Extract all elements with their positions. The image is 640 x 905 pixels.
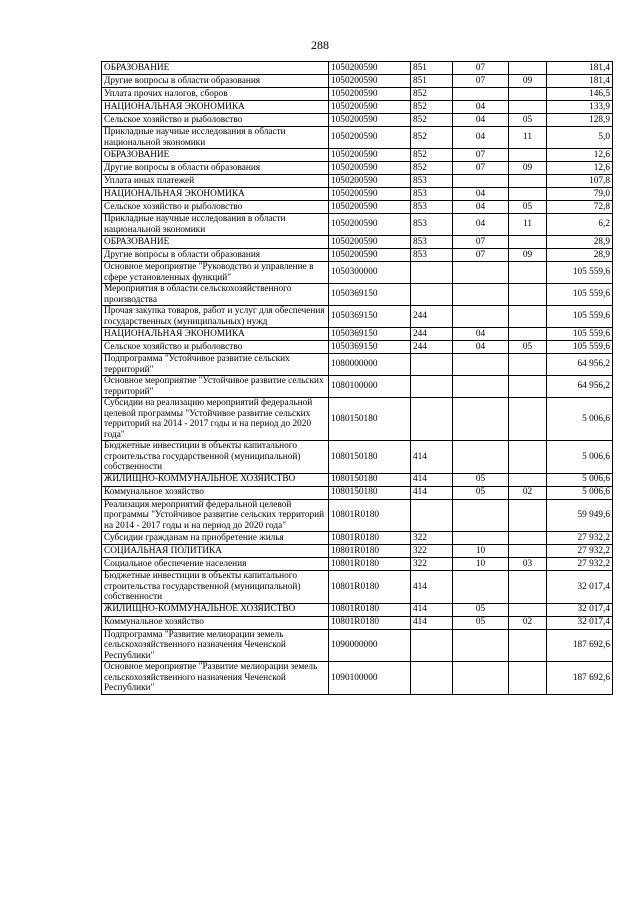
row-name-cell: Сельское хозяйство и рыболовство	[102, 201, 329, 214]
row-section-cell	[453, 662, 509, 695]
row-section-cell	[453, 629, 509, 662]
row-amount-cell: 64 956,2	[547, 376, 613, 398]
row-name-cell: Подпрограмма "Устойчивое развитие сельских территорий"	[102, 354, 329, 376]
row-amount-cell: 59 949,6	[547, 499, 613, 532]
table-row	[102, 398, 613, 441]
row-section-cell: 04	[453, 201, 509, 214]
row-section-cell	[453, 262, 509, 284]
row-name-cell: ЖИЛИЩНО-КОММУНАЛЬНОЕ ХОЗЯЙСТВО	[102, 603, 329, 616]
table-row	[102, 629, 613, 662]
row-subsection-cell	[509, 441, 547, 474]
row-amount-cell: 181,4	[547, 75, 613, 88]
row-subsection-cell	[509, 284, 547, 306]
table-row	[102, 162, 613, 175]
row-expense-type-cell: 322	[411, 532, 453, 545]
row-target-code-cell: 10801R0180	[329, 532, 411, 545]
row-target-code-cell: 1050200590	[329, 88, 411, 101]
row-target-code-cell: 1050200590	[329, 75, 411, 88]
row-section-cell: 07	[453, 162, 509, 175]
row-target-code-cell: 1090000000	[329, 629, 411, 662]
table-row	[102, 441, 613, 474]
row-name-cell: ОБРАЗОВАНИЕ	[102, 149, 329, 162]
row-target-code-cell: 1080150180	[329, 486, 411, 499]
row-section-cell	[453, 175, 509, 188]
table-row	[102, 201, 613, 214]
row-subsection-cell: 05	[509, 114, 547, 127]
row-target-code-cell: 1080150180	[329, 398, 411, 441]
row-expense-type-cell: 414	[411, 473, 453, 486]
row-section-cell: 04	[453, 188, 509, 201]
row-section-cell	[453, 376, 509, 398]
row-section-cell: 04	[453, 341, 509, 354]
row-name-cell: Подпрограмма "Развитие мелиорации земель сельскохозяйственного назначения Чеченской Республики"	[102, 629, 329, 662]
row-expense-type-cell: 853	[411, 175, 453, 188]
table-row	[102, 473, 613, 486]
row-expense-type-cell: 322	[411, 545, 453, 558]
row-expense-type-cell: 852	[411, 114, 453, 127]
row-target-code-cell: 1050369150	[329, 306, 411, 328]
row-target-code-cell: 1050200590	[329, 214, 411, 236]
table-row	[102, 236, 613, 249]
row-amount-cell: 105 559,6	[547, 284, 613, 306]
row-name-cell: Другие вопросы в области образования	[102, 75, 329, 88]
row-section-cell: 10	[453, 545, 509, 558]
row-name-cell: Прочая закупка товаров, работ и услуг для обеспечения государственных (муниципальных) нужд	[102, 306, 329, 328]
table-row	[102, 214, 613, 236]
row-expense-type-cell: 851	[411, 62, 453, 75]
table-row	[102, 558, 613, 571]
table-row	[102, 616, 613, 629]
row-subsection-cell	[509, 354, 547, 376]
table-row	[102, 88, 613, 101]
row-subsection-cell	[509, 188, 547, 201]
row-subsection-cell	[509, 571, 547, 604]
row-section-cell	[453, 571, 509, 604]
row-target-code-cell: 1050200590	[329, 62, 411, 75]
table-row	[102, 532, 613, 545]
row-amount-cell: 28,9	[547, 249, 613, 262]
row-expense-type-cell: 853	[411, 214, 453, 236]
row-subsection-cell: 05	[509, 341, 547, 354]
row-amount-cell: 12,6	[547, 149, 613, 162]
row-name-cell: Сельское хозяйство и рыболовство	[102, 114, 329, 127]
row-target-code-cell: 1050369150	[329, 341, 411, 354]
table-row	[102, 114, 613, 127]
row-name-cell: Прикладные научные исследования в области национальной экономики	[102, 214, 329, 236]
row-expense-type-cell: 244	[411, 306, 453, 328]
table-row	[102, 662, 613, 695]
row-expense-type-cell: 852	[411, 88, 453, 101]
row-target-code-cell: 1050369150	[329, 284, 411, 306]
row-name-cell: Другие вопросы в области образования	[102, 249, 329, 262]
table-row	[102, 306, 613, 328]
row-subsection-cell: 03	[509, 558, 547, 571]
row-amount-cell: 146,5	[547, 88, 613, 101]
row-name-cell: Уплата прочих налогов, сборов	[102, 88, 329, 101]
row-subsection-cell	[509, 328, 547, 341]
row-section-cell: 05	[453, 486, 509, 499]
row-amount-cell: 5 006,6	[547, 441, 613, 474]
row-name-cell: Реализация мероприятий федеральной целевой программы "Устойчивое развитие сельских территорий на 2014 - 2017 годы и на период до 2020 года"	[102, 499, 329, 532]
row-name-cell: Бюджетные инвестиции в объекты капитального строительства государственной (муниципальной) собственности	[102, 441, 329, 474]
row-section-cell	[453, 532, 509, 545]
row-subsection-cell: 09	[509, 162, 547, 175]
row-amount-cell: 187 692,6	[547, 662, 613, 695]
row-expense-type-cell: 414	[411, 616, 453, 629]
budget-table	[101, 61, 613, 695]
row-name-cell: Субсидии гражданам на приобретение жилья	[102, 532, 329, 545]
row-expense-type-cell	[411, 262, 453, 284]
row-expense-type-cell: 852	[411, 149, 453, 162]
row-amount-cell: 72,8	[547, 201, 613, 214]
row-target-code-cell: 1090100000	[329, 662, 411, 695]
row-subsection-cell: 02	[509, 616, 547, 629]
row-expense-type-cell: 853	[411, 249, 453, 262]
table-row	[102, 75, 613, 88]
row-target-code-cell: 1080100000	[329, 376, 411, 398]
row-name-cell: Основное мероприятие "Устойчивое развитие сельских территорий"	[102, 376, 329, 398]
row-name-cell: ОБРАЗОВАНИЕ	[102, 62, 329, 75]
row-subsection-cell	[509, 262, 547, 284]
row-name-cell: Бюджетные инвестиции в объекты капитального строительства государственной (муниципальной) собственности	[102, 571, 329, 604]
row-expense-type-cell: 414	[411, 486, 453, 499]
row-subsection-cell	[509, 149, 547, 162]
row-target-code-cell: 1050200590	[329, 249, 411, 262]
table-row	[102, 262, 613, 284]
row-name-cell: Сельское хозяйство и рыболовство	[102, 341, 329, 354]
row-target-code-cell: 10801R0180	[329, 616, 411, 629]
row-section-cell: 10	[453, 558, 509, 571]
row-expense-type-cell	[411, 662, 453, 695]
row-subsection-cell	[509, 236, 547, 249]
row-expense-type-cell	[411, 629, 453, 662]
row-expense-type-cell: 414	[411, 603, 453, 616]
table-row	[102, 149, 613, 162]
row-section-cell: 04	[453, 214, 509, 236]
row-name-cell: Прикладные научные исследования в области национальной экономики	[102, 127, 329, 149]
row-subsection-cell	[509, 545, 547, 558]
row-subsection-cell	[509, 101, 547, 114]
row-subsection-cell	[509, 88, 547, 101]
row-name-cell: Основное мероприятие "Развитие мелиорации земель сельскохозяйственного назначения Чеченской Республики"	[102, 662, 329, 695]
row-target-code-cell: 10801R0180	[329, 571, 411, 604]
row-amount-cell: 12,6	[547, 162, 613, 175]
row-name-cell: ЖИЛИЩНО-КОММУНАЛЬНОЕ ХОЗЯЙСТВО	[102, 473, 329, 486]
row-subsection-cell	[509, 62, 547, 75]
row-subsection-cell	[509, 499, 547, 532]
row-name-cell: НАЦИОНАЛЬНАЯ ЭКОНОМИКА	[102, 101, 329, 114]
row-expense-type-cell: 852	[411, 127, 453, 149]
row-amount-cell: 5,0	[547, 127, 613, 149]
row-expense-type-cell	[411, 354, 453, 376]
row-amount-cell: 5 006,6	[547, 486, 613, 499]
row-section-cell	[453, 88, 509, 101]
table-row	[102, 341, 613, 354]
row-expense-type-cell: 414	[411, 441, 453, 474]
row-target-code-cell: 1050200590	[329, 149, 411, 162]
table-row	[102, 188, 613, 201]
row-expense-type-cell: 851	[411, 75, 453, 88]
row-target-code-cell: 10801R0180	[329, 558, 411, 571]
row-amount-cell: 27 932,2	[547, 558, 613, 571]
table-row	[102, 545, 613, 558]
row-section-cell: 07	[453, 75, 509, 88]
table-row	[102, 284, 613, 306]
table-row	[102, 376, 613, 398]
row-amount-cell: 133,9	[547, 101, 613, 114]
row-name-cell: НАЦИОНАЛЬНАЯ ЭКОНОМИКА	[102, 188, 329, 201]
row-expense-type-cell: 244	[411, 328, 453, 341]
row-subsection-cell	[509, 306, 547, 328]
row-name-cell: Коммунальное хозяйство	[102, 486, 329, 499]
row-amount-cell: 5 006,6	[547, 398, 613, 441]
row-amount-cell: 187 692,6	[547, 629, 613, 662]
row-amount-cell: 32 017,4	[547, 571, 613, 604]
table-row	[102, 328, 613, 341]
row-expense-type-cell	[411, 284, 453, 306]
row-amount-cell: 105 559,6	[547, 328, 613, 341]
row-subsection-cell	[509, 603, 547, 616]
table-row	[102, 499, 613, 532]
row-amount-cell: 64 956,2	[547, 354, 613, 376]
row-section-cell: 04	[453, 328, 509, 341]
row-name-cell: ОБРАЗОВАНИЕ	[102, 236, 329, 249]
row-target-code-cell: 10801R0180	[329, 603, 411, 616]
row-name-cell: СОЦИАЛЬНАЯ ПОЛИТИКА	[102, 545, 329, 558]
row-target-code-cell: 1050200590	[329, 236, 411, 249]
row-amount-cell: 79,0	[547, 188, 613, 201]
table-row	[102, 571, 613, 604]
row-subsection-cell: 02	[509, 486, 547, 499]
row-subsection-cell	[509, 662, 547, 695]
row-amount-cell: 105 559,6	[547, 341, 613, 354]
row-section-cell: 04	[453, 101, 509, 114]
row-amount-cell: 107,8	[547, 175, 613, 188]
row-section-cell	[453, 354, 509, 376]
row-name-cell: Мероприятия в области сельскохозяйственного производства	[102, 284, 329, 306]
row-section-cell: 05	[453, 473, 509, 486]
row-name-cell: Субсидии на реализацию мероприятий федеральной целевой программы "Устойчивое развитие сельских территорий на 2014 - 2017 годы и на период до 2020 года"	[102, 398, 329, 441]
row-expense-type-cell: 853	[411, 201, 453, 214]
row-expense-type-cell	[411, 398, 453, 441]
row-amount-cell: 128,9	[547, 114, 613, 127]
row-amount-cell: 27 932,2	[547, 532, 613, 545]
row-expense-type-cell: 244	[411, 341, 453, 354]
row-amount-cell: 5 006,6	[547, 473, 613, 486]
row-target-code-cell: 1080150180	[329, 441, 411, 474]
row-section-cell: 07	[453, 62, 509, 75]
row-target-code-cell: 1050200590	[329, 101, 411, 114]
row-section-cell: 04	[453, 127, 509, 149]
table-row	[102, 249, 613, 262]
row-section-cell: 07	[453, 249, 509, 262]
row-target-code-cell: 1050300000	[329, 262, 411, 284]
row-expense-type-cell: 852	[411, 101, 453, 114]
row-section-cell	[453, 441, 509, 474]
row-expense-type-cell: 414	[411, 571, 453, 604]
row-expense-type-cell	[411, 499, 453, 532]
row-expense-type-cell: 853	[411, 236, 453, 249]
row-name-cell: НАЦИОНАЛЬНАЯ ЭКОНОМИКА	[102, 328, 329, 341]
row-name-cell: Коммунальное хозяйство	[102, 616, 329, 629]
table-row	[102, 62, 613, 75]
row-target-code-cell: 1050200590	[329, 201, 411, 214]
table-row	[102, 127, 613, 149]
row-subsection-cell: 11	[509, 127, 547, 149]
row-amount-cell: 105 559,6	[547, 306, 613, 328]
table-row	[102, 486, 613, 499]
row-section-cell	[453, 499, 509, 532]
row-name-cell: Основное мероприятие "Руководство и управление в сфере установленных функций"	[102, 262, 329, 284]
row-target-code-cell: 1050369150	[329, 328, 411, 341]
row-target-code-cell: 10801R0180	[329, 499, 411, 532]
row-target-code-cell: 1050200590	[329, 127, 411, 149]
row-section-cell: 05	[453, 603, 509, 616]
table-row	[102, 101, 613, 114]
row-amount-cell: 32 017,4	[547, 603, 613, 616]
row-amount-cell: 27 932,2	[547, 545, 613, 558]
row-amount-cell: 181,4	[547, 62, 613, 75]
budget-table-body	[102, 62, 613, 695]
row-target-code-cell: 1080000000	[329, 354, 411, 376]
row-expense-type-cell	[411, 376, 453, 398]
row-section-cell	[453, 284, 509, 306]
row-amount-cell: 105 559,6	[547, 262, 613, 284]
row-subsection-cell: 11	[509, 214, 547, 236]
table-row	[102, 175, 613, 188]
row-section-cell: 04	[453, 114, 509, 127]
row-subsection-cell	[509, 398, 547, 441]
row-target-code-cell: 1050200590	[329, 114, 411, 127]
row-subsection-cell: 05	[509, 201, 547, 214]
row-name-cell: Другие вопросы в области образования	[102, 162, 329, 175]
row-target-code-cell: 1080150180	[329, 473, 411, 486]
row-subsection-cell	[509, 175, 547, 188]
row-section-cell	[453, 398, 509, 441]
row-amount-cell: 32 017,4	[547, 616, 613, 629]
row-section-cell: 07	[453, 236, 509, 249]
row-subsection-cell: 09	[509, 75, 547, 88]
row-target-code-cell: 1050200590	[329, 188, 411, 201]
row-subsection-cell	[509, 473, 547, 486]
row-subsection-cell: 09	[509, 249, 547, 262]
row-subsection-cell	[509, 532, 547, 545]
row-subsection-cell	[509, 376, 547, 398]
row-target-code-cell: 1050200590	[329, 162, 411, 175]
row-target-code-cell: 1050200590	[329, 175, 411, 188]
row-expense-type-cell: 853	[411, 188, 453, 201]
row-amount-cell: 28,9	[547, 236, 613, 249]
table-row	[102, 354, 613, 376]
row-target-code-cell: 10801R0180	[329, 545, 411, 558]
row-expense-type-cell: 852	[411, 162, 453, 175]
row-section-cell	[453, 306, 509, 328]
row-section-cell: 05	[453, 616, 509, 629]
table-row	[102, 603, 613, 616]
row-section-cell: 07	[453, 149, 509, 162]
row-name-cell: Социальное обеспечение населения	[102, 558, 329, 571]
row-name-cell: Уплата иных платежей	[102, 175, 329, 188]
row-amount-cell: 6,2	[547, 214, 613, 236]
row-expense-type-cell: 322	[411, 558, 453, 571]
page-number: 288	[311, 38, 329, 52]
row-subsection-cell	[509, 629, 547, 662]
